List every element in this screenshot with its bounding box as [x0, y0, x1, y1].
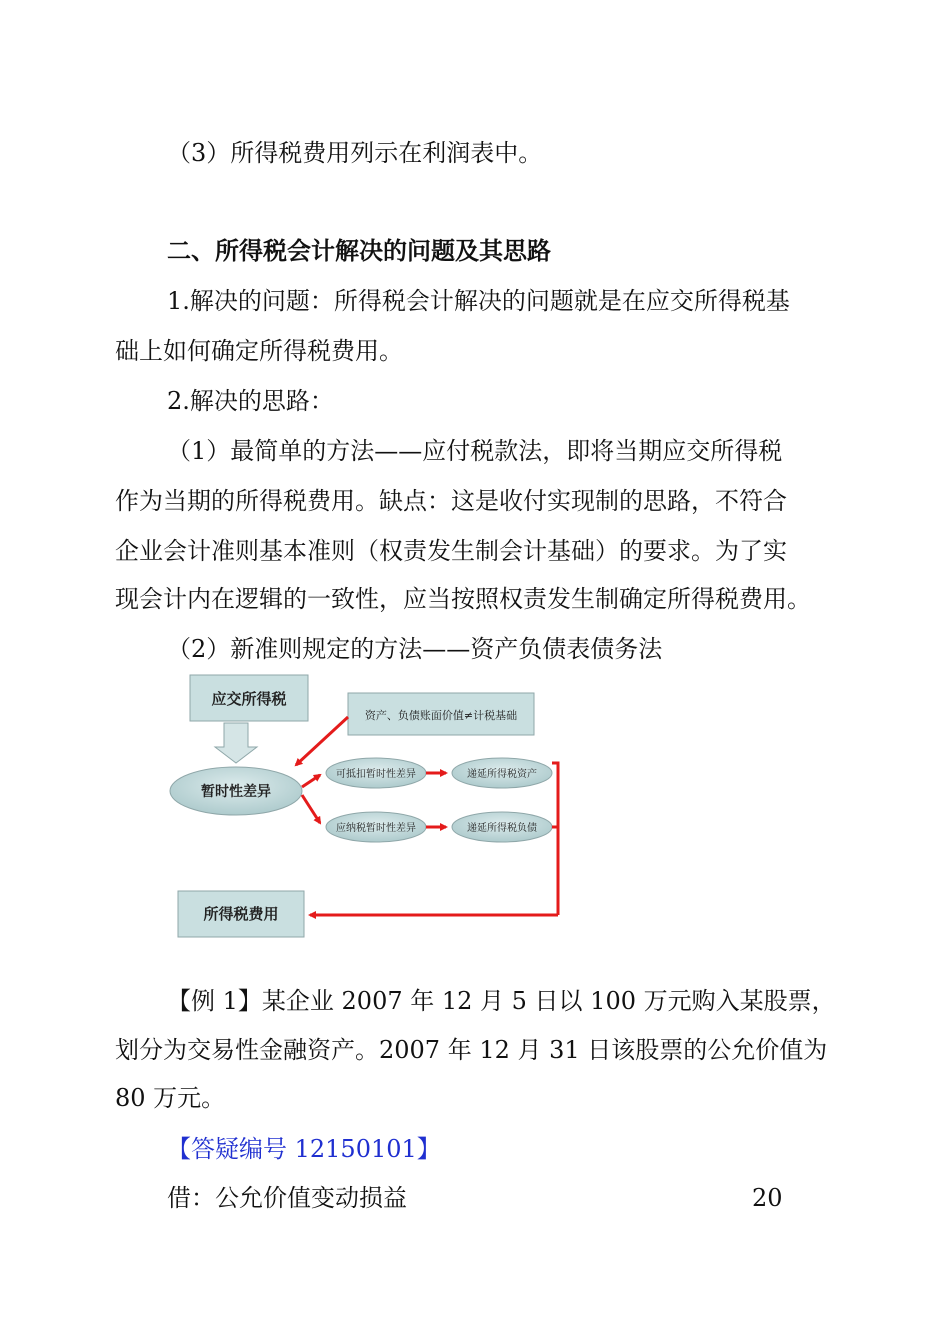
method-1-line-3: 企业会计准则基本准则（权责发生制会计基础）的要求。为了实 — [115, 537, 787, 565]
temporary-difference-label: 暂时性差异 — [201, 784, 271, 800]
arrow-to-taxable — [302, 795, 320, 823]
deferred-tax-asset-label: 递延所得税资产 — [467, 769, 537, 780]
journal-entry-amount: 20 — [752, 1184, 783, 1212]
example-line-3: 80 万元。 — [115, 1084, 226, 1112]
method-2-text: （2）新准则规定的方法——资产负债表债务法 — [167, 635, 663, 663]
arrow-dta-link — [552, 763, 558, 915]
method-1-line-4: 现会计内在逻辑的一致性，应当按照权责发生制确定所得税费用。 — [115, 585, 811, 613]
tax-accounting-diagram — [160, 665, 580, 945]
tax-payable-label: 应交所得税 — [211, 690, 287, 708]
item-3-text: （3）所得税费用列示在利润表中。 — [167, 139, 543, 167]
deferred-tax-liability-label: 递延所得税负债 — [467, 823, 537, 834]
example-line-1: 【例 1】某企业 2007 年 12 月 5 日以 100 万元购入某股票， — [167, 987, 836, 1015]
qa-reference-link[interactable]: 【答疑编号 12150101】 — [167, 1135, 441, 1163]
problem-line-1: 1.解决的问题：所得税会计解决的问题就是在应交所得税基 — [167, 287, 790, 315]
carrying-vs-tax-basis-label: 资产、负债账面价值≠计税基础 — [364, 709, 518, 722]
section-2-heading: 二、所得税会计解决的问题及其思路 — [167, 237, 551, 265]
taxable-difference-label: 应纳税暂时性差异 — [336, 823, 416, 834]
tax-expense-label: 所得税费用 — [203, 905, 279, 923]
example-line-2: 划分为交易性金融资产。2007 年 12 月 31 日该股票的公允价值为 — [115, 1036, 828, 1064]
down-arrow-icon — [215, 723, 257, 763]
arrow-to-deductible — [302, 775, 320, 787]
approach-heading: 2.解决的思路： — [167, 387, 334, 415]
method-1-line-1: （1）最简单的方法——应付税款法，即将当期应交所得税 — [167, 437, 783, 465]
method-1-line-2: 作为当期的所得税费用。缺点：这是收付实现制的思路，不符合 — [115, 487, 787, 515]
problem-line-2: 础上如何确定所得税费用。 — [115, 337, 403, 365]
journal-entry-debit: 借：公允价值变动损益 — [167, 1184, 407, 1212]
deductible-difference-label: 可抵扣暂时性差异 — [336, 769, 416, 780]
arrow-basis-to-temp-diff — [296, 717, 348, 765]
